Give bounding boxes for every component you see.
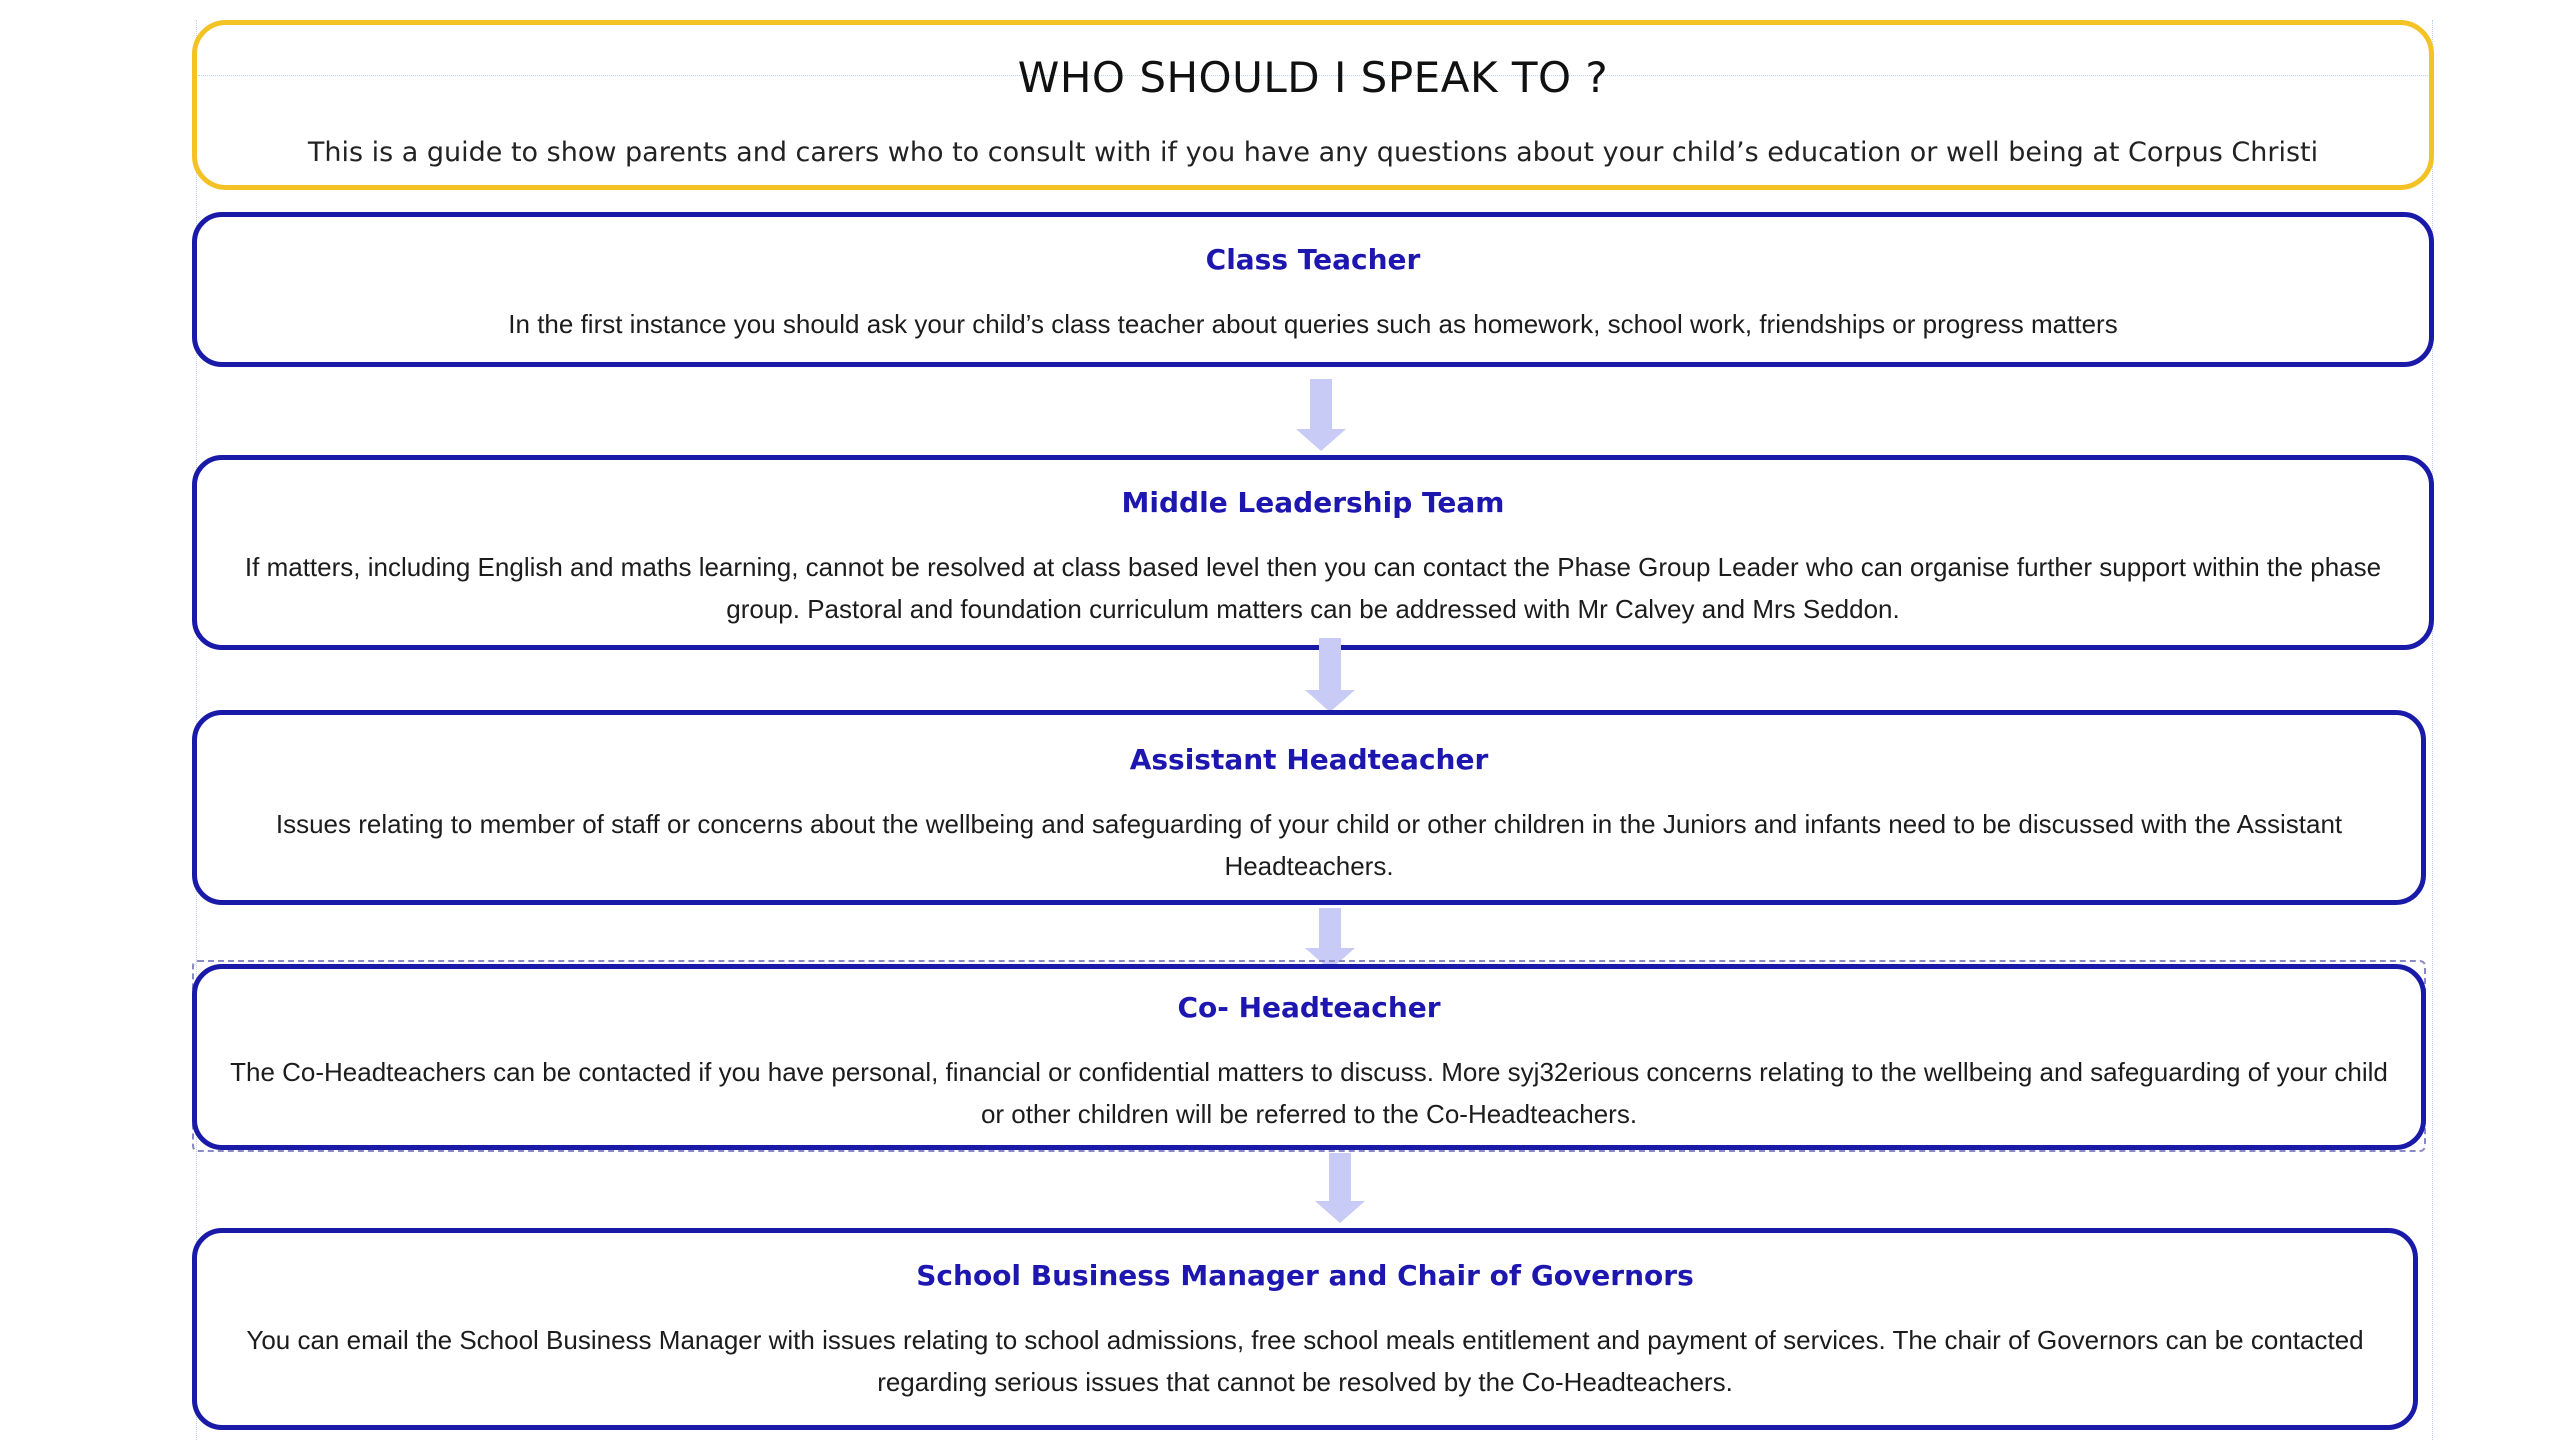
step-box-assistant-headteacher <box>192 710 2426 905</box>
down-arrow-icon <box>1305 908 1355 968</box>
step-box-class-teacher <box>192 212 2434 367</box>
down-arrow-icon <box>1315 1153 1365 1223</box>
down-arrow-icon <box>1296 379 1346 451</box>
step-description: You can email the School Business Manager with issues relating to school admissions, free school meals entitlement and payment of services. The chair of Governors can be contacted regarding serious issues that cannot be resolved by the Co-Headteachers. <box>246 1325 2364 1397</box>
page-title: WHO SHOULD I SPEAK TO ? <box>1017 53 1609 102</box>
step-title: Co- Headteacher <box>1177 991 1441 1024</box>
step-description: In the first instance you should ask your child’s class teacher about queries such as homework, school work, friendships or progress matters <box>508 309 2118 339</box>
step-title: Middle Leadership Team <box>1121 486 1505 519</box>
step-box-co-headteacher <box>192 964 2426 1150</box>
step-title: School Business Manager and Chair of Governors <box>916 1259 1694 1292</box>
step-description: If matters, including English and maths learning, cannot be resolved at class based level then you can contact the Phase Group Leader who can organise further support within the phase group. Pastoral and foundation curriculum matters can be addressed with Mr Calvey and Mrs Seddon. <box>244 552 2382 624</box>
step-title: Assistant Headteacher <box>1129 743 1489 776</box>
step-box-middle-leadership <box>192 455 2434 650</box>
step-description: Issues relating to member of staff or concerns about the wellbeing and safeguarding of your child or other children in the Juniors and infants need to be discussed with the Assistant Headteachers. <box>275 809 2343 881</box>
down-arrow-icon <box>1305 638 1355 712</box>
step-box-business-manager <box>192 1228 2418 1430</box>
step-title: Class Teacher <box>1205 243 1421 276</box>
page-subtitle: This is a guide to show parents and carers who to consult with if you have any questions about your child’s education or well being at Corpus Christi <box>307 137 2319 168</box>
header-box <box>192 20 2434 190</box>
step-description: The Co-Headteachers can be contacted if you have personal, financial or confidential matters to discuss. More syj32erious concerns relating to the wellbeing and safeguarding of your child or other children will be referred to the Co-Headteachers. <box>230 1057 2388 1129</box>
